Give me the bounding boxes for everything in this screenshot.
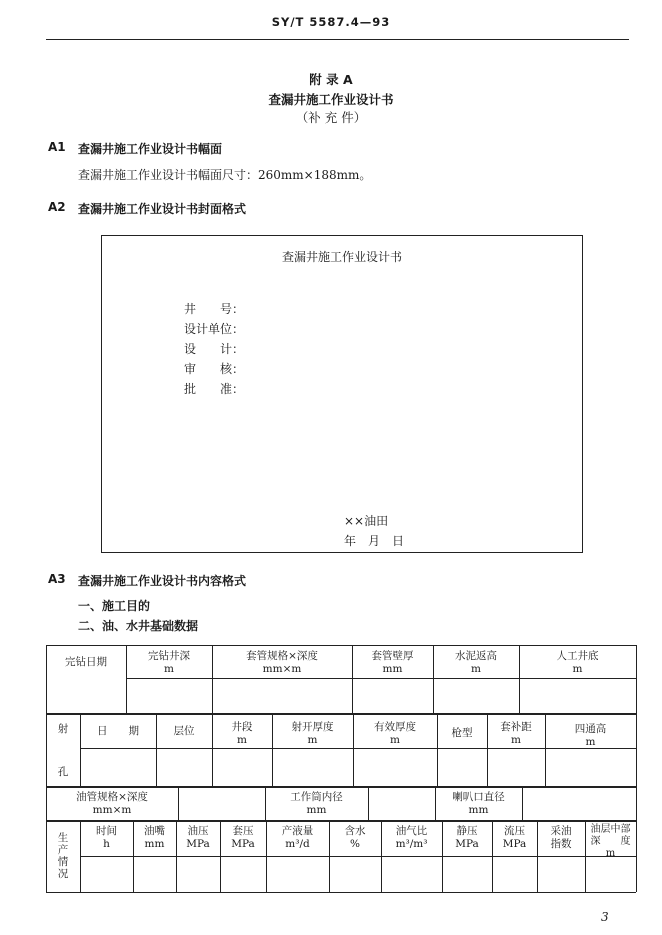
header-casing-wall-unit: mm — [382, 663, 403, 675]
header-effective-thickness-unit: m — [390, 734, 400, 746]
header-productivity-index: 指数 — [550, 838, 572, 850]
appendix-title: 查漏井施工作业设计书 — [268, 92, 394, 107]
appendix-label: 附 录 A — [309, 72, 353, 87]
header-tubing-pressure-unit: MPa — [186, 838, 210, 850]
header-static-pressure-unit: MPa — [455, 838, 479, 850]
header-mid-reservoir-depth: 深 度 — [590, 836, 631, 847]
header-bell-mouth-unit: mm — [468, 804, 489, 816]
header-interval-unit: m — [237, 734, 247, 746]
header-tubing-pressure: 油压 — [187, 825, 209, 837]
table-line — [80, 748, 636, 749]
table-line — [46, 892, 636, 893]
header-casing-pressure: 套压 — [232, 825, 254, 837]
production-side-label — [57, 832, 69, 880]
table-line — [46, 713, 636, 715]
header-working-barrel-unit: mm — [306, 804, 327, 816]
table-line — [156, 713, 157, 786]
header-tubing-head-unit: m — [585, 736, 596, 748]
cover-format-box — [101, 235, 583, 553]
header-water-cut: 含水 — [344, 825, 366, 837]
table-line — [178, 786, 179, 820]
header-flowing-pressure-unit: MPa — [502, 838, 527, 850]
production-side-char: 生 — [57, 832, 69, 844]
header-tubing-spec: 油管规格×深度 — [76, 791, 148, 803]
header-casing-spec: 套管规格×深度 — [246, 650, 318, 662]
perforation-side-label-2: 孔 — [57, 766, 69, 778]
header-gun-type: 枪型 — [451, 727, 473, 739]
header-effective-thickness: 有效厚度 — [374, 721, 416, 733]
header-artificial-bottom: 人工井底 — [556, 650, 599, 662]
header-mid-reservoir-unit: m — [605, 848, 616, 859]
table-line — [636, 645, 637, 892]
header-kelly-bushing-unit: m — [511, 734, 521, 746]
header-static-pressure: 静压 — [456, 825, 478, 837]
header-rule — [46, 39, 629, 40]
header-interval: 井段 — [231, 721, 253, 733]
header-bell-mouth: 喇叭口直径 — [452, 791, 505, 803]
table-line — [46, 820, 636, 822]
table-line — [80, 856, 636, 857]
standard-number: SY/T 5587.4—93 — [271, 15, 391, 29]
header-gas-oil-ratio: 油气比 — [395, 825, 428, 837]
header-liquid-rate: 产液量 — [281, 825, 314, 837]
header-tubing-spec-unit: mm×m — [92, 804, 132, 816]
cover-field-approver: 批 准： — [184, 382, 245, 396]
a2-number: A2 — [48, 200, 66, 214]
cover-date: 年 月 日 — [344, 534, 405, 548]
a1-text: 查漏井施工作业设计书幅面尺寸：260mm×188mm。 — [78, 168, 372, 182]
a1-number: A1 — [48, 140, 66, 154]
header-perf-date: 日 期 — [97, 725, 139, 737]
a3-number: A3 — [48, 572, 66, 586]
table-line — [80, 713, 81, 786]
cover-field-designer: 设 计： — [184, 342, 245, 356]
a3-item-purpose: 一、施工目的 — [78, 599, 151, 613]
cover-field-reviewer: 审 核： — [184, 362, 245, 376]
header-perf-thickness: 射开厚度 — [291, 721, 334, 733]
header-tubing-head: 四通高 — [574, 723, 607, 735]
perforation-side-label-1: 射 — [57, 723, 69, 735]
page-number: 3 — [601, 910, 609, 924]
header-water-cut-unit: % — [350, 838, 360, 850]
cover-org: ××油田 — [344, 514, 389, 528]
header-casing-spec-unit: mm×m — [262, 663, 302, 675]
header-time: 时间 — [96, 825, 117, 837]
header-completion-depth-unit: m — [164, 663, 174, 675]
header-cement-top: 水泥返高 — [455, 650, 497, 662]
cover-field-well-no: 井 号： — [184, 302, 245, 316]
table-line — [522, 786, 523, 820]
header-productivity: 采油 — [550, 825, 572, 837]
table-line — [437, 713, 438, 786]
production-side-char: 况 — [57, 868, 69, 880]
table-line — [46, 786, 636, 788]
header-mid-reservoir: 油层中部 — [590, 824, 631, 835]
production-side-char: 情 — [57, 856, 69, 868]
a2-heading: 查漏井施工作业设计书封面格式 — [78, 202, 247, 216]
header-completion-date: 完钻日期 — [65, 656, 107, 668]
cover-title: 查漏井施工作业设计书 — [281, 250, 402, 264]
header-perf-thickness-unit: m — [307, 734, 318, 746]
header-choke: 油嘴 — [144, 825, 165, 837]
a3-item-basic-data: 二、油、水井基础数据 — [78, 619, 199, 633]
header-working-barrel: 工作筒内径 — [290, 791, 343, 803]
a3-heading: 查漏井施工作业设计书内容格式 — [78, 574, 247, 588]
header-cement-top-unit: m — [471, 663, 481, 675]
table-line — [46, 645, 636, 646]
header-layer: 层位 — [173, 725, 195, 737]
header-artificial-bottom-unit: m — [572, 663, 583, 675]
table-line — [126, 678, 636, 679]
header-time-unit: h — [103, 838, 110, 850]
header-flowing-pressure: 流压 — [504, 825, 525, 837]
production-side-char: 产 — [57, 844, 69, 856]
header-casing-pressure-unit: MPa — [231, 838, 255, 850]
appendix-note: （补 充 件） — [295, 110, 367, 125]
header-gas-oil-ratio-unit: m³/m³ — [395, 838, 428, 850]
header-kelly-bushing: 套补距 — [500, 721, 532, 733]
header-completion-depth: 完钻井深 — [148, 650, 190, 662]
table-line — [368, 786, 369, 820]
header-choke-unit: mm — [144, 838, 165, 850]
cover-field-design-unit: 设计单位： — [184, 322, 245, 336]
header-casing-wall: 套管壁厚 — [371, 650, 414, 662]
header-liquid-rate-unit: m³/d — [285, 838, 310, 850]
a1-heading: 查漏井施工作业设计书幅面 — [78, 142, 223, 156]
